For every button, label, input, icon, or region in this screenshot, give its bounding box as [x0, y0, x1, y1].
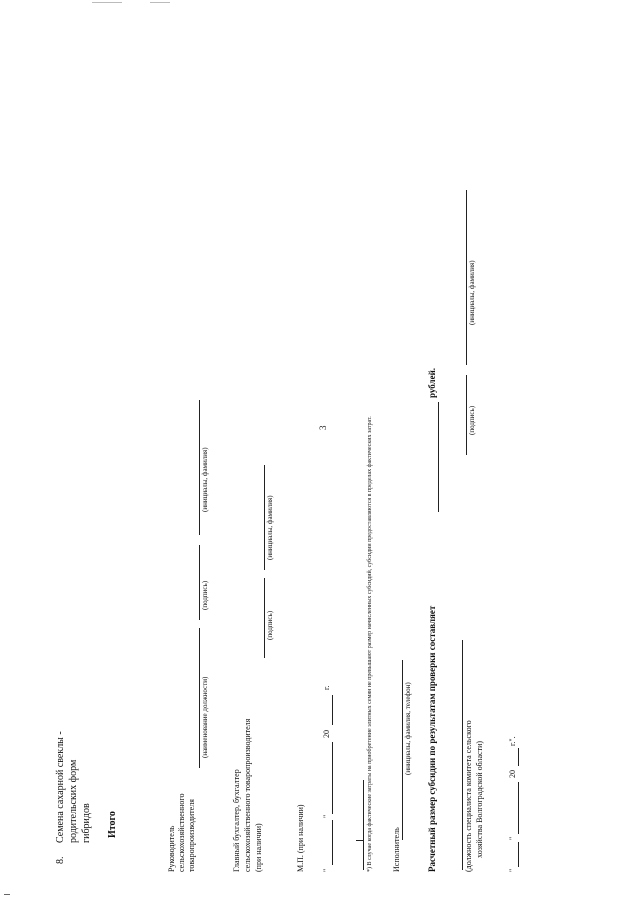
head-name-line	[199, 400, 200, 535]
accountant-sign-caption: (подпись)	[266, 610, 274, 640]
date-quote: "	[322, 814, 331, 818]
date-quote: "	[508, 868, 517, 872]
scan-mark	[92, 2, 122, 3]
calc-amount-line	[438, 402, 439, 512]
row-label-line: родительских форм	[68, 759, 79, 843]
specialist-position-line	[462, 640, 463, 870]
head-sign-line	[199, 545, 200, 620]
date-month-line	[332, 742, 333, 814]
head-position-line	[199, 628, 200, 768]
date-day-line	[518, 842, 519, 867]
calc-unit: рублей.	[427, 367, 437, 398]
date-day-line	[332, 820, 333, 865]
specialist-title-line: (должность специалиста комитета сельского	[464, 720, 473, 872]
accountant-title-line: (при наличии)	[254, 823, 263, 872]
footnote-text: *) В случае когда фактические затраты на приобретение элитных семян не превышают размер начисленных субсидий, субсидии предоставляются в пределах фактических затрат.	[367, 416, 373, 872]
total-label: Итого	[107, 811, 118, 838]
executor-label: Исполнитель	[392, 827, 401, 872]
calc-text: Расчетный размер субсидии по результатам проверки составляет	[427, 605, 437, 872]
date-year-line	[518, 748, 519, 766]
page-number: 3	[318, 425, 328, 430]
date-year: 20	[508, 770, 517, 778]
head-title-line: Руководитель	[167, 825, 176, 872]
specialist-name-caption: (инициалы, фамилия)	[468, 260, 476, 325]
date-suffix: г.".	[508, 736, 517, 746]
footnote-separator	[363, 780, 364, 870]
accountant-title-line: сельскохозяйственного товаропроизводителя	[243, 718, 252, 872]
accountant-name-caption: (инициалы, фамилия)	[266, 495, 274, 560]
date-month-line	[518, 782, 519, 834]
date-year: 20	[322, 730, 331, 738]
scan-mark	[150, 2, 170, 3]
head-sign-caption: (подпись)	[201, 580, 209, 610]
specialist-sign-line	[466, 375, 467, 455]
row-label-line: гибридов	[81, 803, 92, 843]
head-title-line: сельскохозяйственного	[177, 793, 186, 872]
date-quote: "	[508, 836, 517, 840]
stamp-label: М.П. (при наличии)	[296, 804, 305, 872]
date-quote: "	[322, 868, 331, 872]
head-title-line: товаропроизводителя	[187, 799, 196, 872]
specialist-title-line: хозяйства Волгоградской области)	[475, 740, 484, 858]
accountant-sign-line	[264, 578, 265, 658]
scan-mark	[4, 894, 10, 895]
executor-line	[402, 660, 403, 840]
specialist-sign-caption: (подпись)	[468, 405, 476, 435]
executor-caption: (инициалы, фамилия, телефон)	[404, 682, 412, 775]
accountant-title-line: Главный бухгалтер, бухгалтер	[232, 769, 241, 872]
accountant-name-line	[264, 465, 265, 570]
row-number: 8.	[55, 856, 66, 864]
date-year-line	[332, 695, 333, 725]
head-position-caption: (наименование должности)	[201, 676, 209, 758]
specialist-name-line	[466, 190, 467, 365]
date-suffix: г.	[322, 685, 331, 690]
row-label-line: Семена сахарной свеклы -	[55, 731, 66, 843]
head-name-caption: (инициалы, фамилия)	[201, 447, 209, 512]
